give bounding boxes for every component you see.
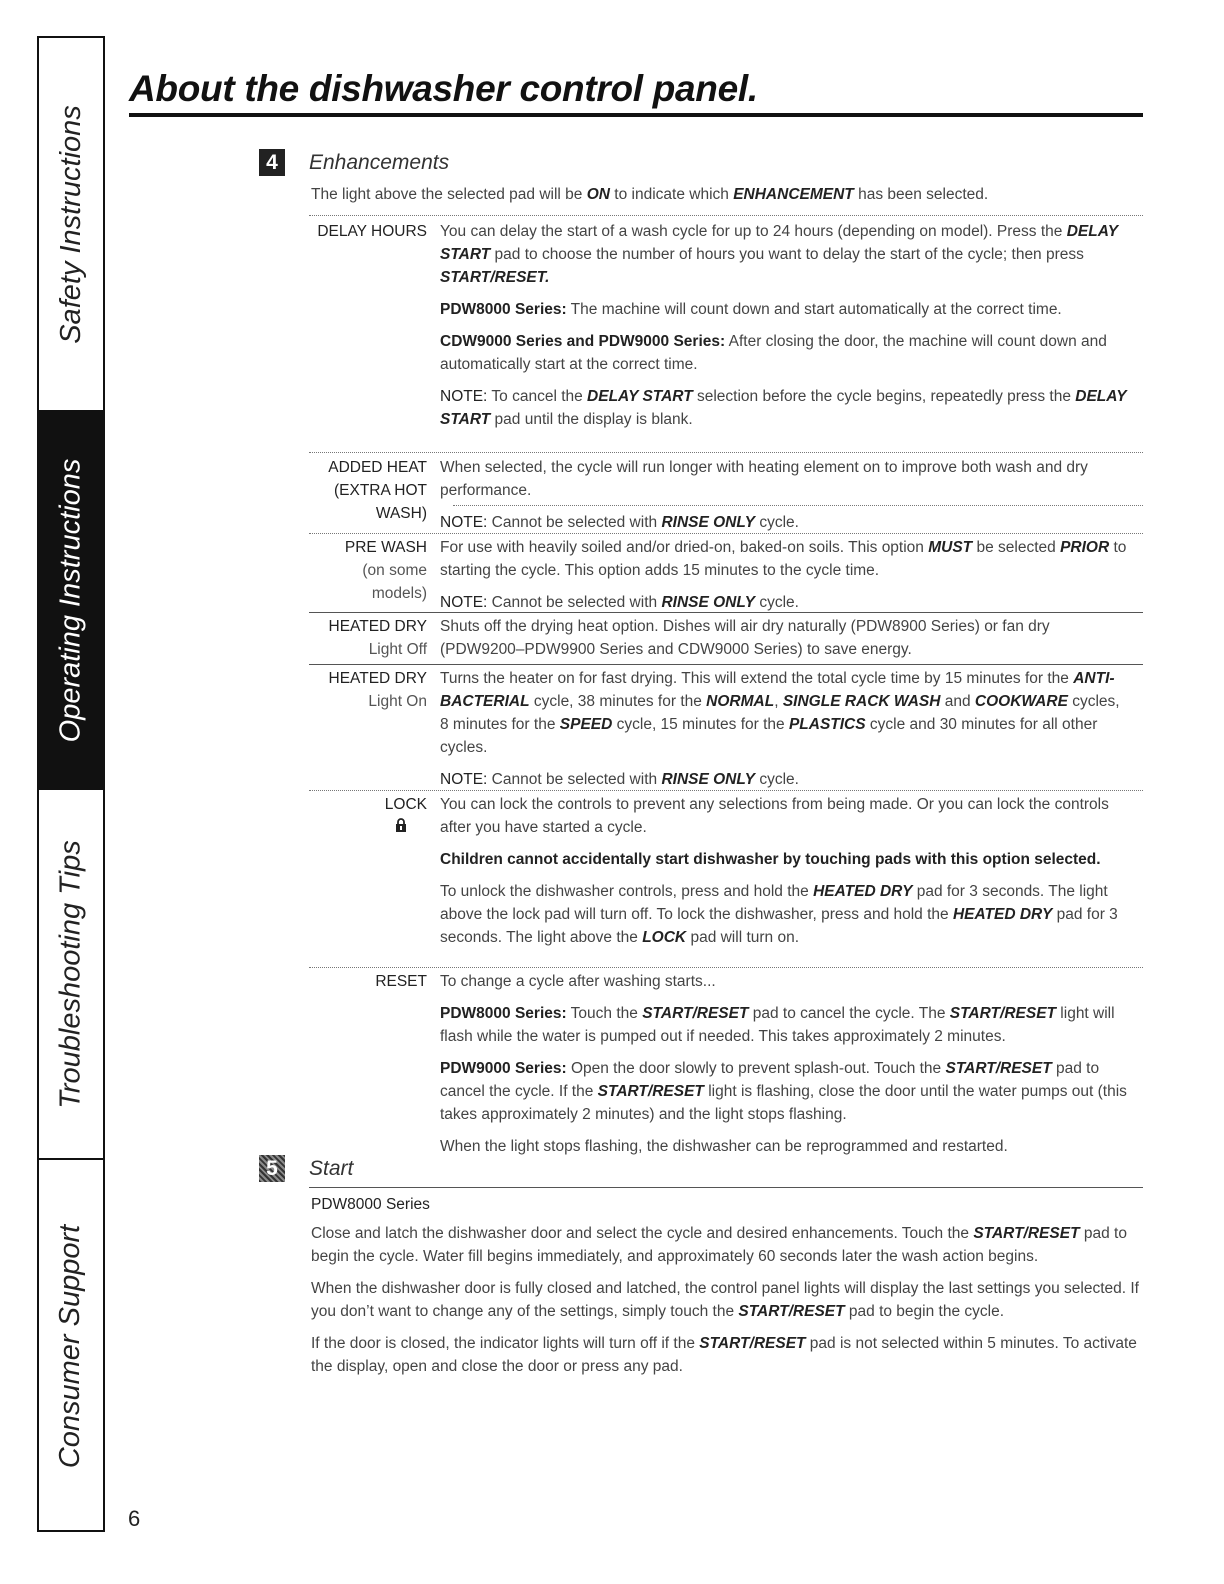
body-text: cycle. [755, 771, 799, 788]
body-text: Open the door slowly to prevent splash-out. Touch the [566, 1060, 946, 1077]
title-divider [129, 113, 1143, 117]
page-number: 6 [128, 1506, 141, 1531]
paragraph [440, 1057, 1130, 1126]
emphasis-text: RINSE ONLY [661, 771, 756, 788]
paragraph [440, 385, 1130, 431]
section-title: Start [309, 1156, 354, 1180]
emphasis-text: ON [586, 186, 610, 203]
section-number-badge: 5 [259, 1155, 285, 1182]
body-text: Close and latch the dishwasher door and select the cycle and desired enhancements. Touch the [311, 1225, 974, 1242]
emphasis-text: START/RESET [945, 1060, 1052, 1077]
divider [309, 452, 1143, 453]
tab-label: Safety Instructions [54, 104, 87, 344]
tab-consumer-support[interactable] [39, 1160, 103, 1532]
emphasis-text: PRIOR [1060, 539, 1110, 556]
paragraph [440, 768, 1130, 791]
body-text: Touch the [566, 1005, 643, 1022]
enhancement-delay-hours [309, 220, 1143, 431]
body-text: If the door is closed, the indicator lights will turn off if the [311, 1335, 700, 1352]
start-body [311, 1193, 1141, 1378]
enhancements-heading [259, 149, 449, 176]
body-text: Turns the heater on for fast drying. This will extend the total cycle time by 15 minutes for the [440, 670, 1074, 687]
enhancement-heated-dry-off [309, 615, 1143, 661]
bold-text: PDW8000 Series: [440, 301, 567, 318]
tab-operating-instructions[interactable] [39, 412, 103, 790]
enhancement-added-heat [309, 456, 1143, 534]
emphasis-text: ENHANCEMENT [733, 186, 854, 203]
body-text: Cannot be selected with [487, 594, 662, 611]
bold-text: CDW9000 Series and PDW9000 Series: [440, 333, 726, 350]
start-heading [259, 1155, 353, 1182]
note-label: NOTE: [440, 388, 488, 405]
enhancement-sublabel: Light On [368, 693, 427, 710]
divider [309, 664, 1143, 665]
emphasis-text: START/RESET [949, 1005, 1056, 1022]
divider [309, 1187, 1143, 1188]
emphasis-text: START/RESET [642, 1005, 749, 1022]
emphasis-text: SINGLE RACK WASH [782, 693, 941, 710]
body-text: You can delay the start of a wash cycle for up to 24 hours (depending on model). Press the [440, 223, 1067, 240]
paragraph [440, 848, 1130, 871]
enhancement-lock [309, 793, 1143, 949]
enhancement-label: RESET [375, 973, 427, 990]
paragraph [311, 1332, 1141, 1378]
enhancement-sublabel: Light Off [368, 641, 427, 658]
paragraph [440, 880, 1130, 949]
body-text: Cannot be selected with [487, 771, 662, 788]
body-text: When the dishwasher door is fully closed and latched, the control panel lights will display the last settings you selected. If you don’t want to change any of the settings, simply touch the [311, 1280, 1139, 1320]
divider [309, 967, 1143, 968]
body-text: light is flashing, close the door until the water pumps out (this takes approximately 2 minutes) and the light stops flashing. [440, 1083, 1127, 1123]
body-text: pad to begin the cycle. [844, 1303, 1005, 1320]
enhancement-label: HEATED DRY [328, 618, 427, 635]
enhancement-pre-wash [309, 536, 1143, 614]
body-text: and [940, 693, 975, 710]
enhancement-description [440, 667, 1130, 791]
paragraph [440, 667, 1130, 759]
body-text: cycle. [755, 594, 799, 611]
divider [309, 612, 1143, 613]
note-label: NOTE: [440, 514, 488, 531]
paragraph [440, 793, 1130, 839]
emphasis-text: NORMAL [706, 693, 775, 710]
body-text: The light above the selected pad will be [311, 186, 587, 203]
paragraph [440, 220, 1130, 289]
tab-label: Operating Instructions [54, 458, 87, 742]
enhancement-heated-dry-on [309, 667, 1143, 791]
body-text: To unlock the dishwasher controls, press and hold the [440, 883, 814, 900]
section-title: Enhancements [309, 150, 450, 174]
enhancements-intro [311, 183, 1141, 206]
emphasis-text: LOCK [642, 929, 687, 946]
tab-troubleshooting-tips[interactable] [39, 790, 103, 1160]
paragraph [440, 970, 1130, 993]
body-text: be selected [972, 539, 1061, 556]
tab-safety-instructions[interactable] [39, 38, 103, 412]
enhancement-description [440, 970, 1130, 1158]
body-text: cycle, 15 minutes for the [612, 716, 789, 733]
emphasis-text: ANTI-BACTERIAL [440, 670, 1115, 710]
enhancement-label: LOCK [384, 796, 427, 813]
divider [309, 533, 1143, 534]
section-number-badge: 4 [259, 149, 285, 176]
paragraph [440, 456, 1130, 502]
paragraph [311, 1277, 1141, 1323]
body-text: You can lock the controls to prevent any selections from being made. Or you can lock the controls after you have started a cycle. [440, 796, 1109, 836]
body-text: Cannot be selected with [487, 514, 662, 531]
body-text: To cancel the [487, 388, 588, 405]
body-text: cycle and 30 minutes for all other cycles. [440, 716, 1098, 756]
divider [309, 790, 1143, 791]
enhancement-label: DELAY HOURS [317, 223, 427, 240]
body-text: has been selected. [853, 186, 989, 203]
emphasis-text: HEATED DRY [813, 883, 913, 900]
enhancement-description [440, 793, 1130, 949]
paragraph [440, 615, 1130, 661]
section-tab-bar [37, 36, 105, 1532]
body-text: Shuts off the drying heat option. Dishes will air dry naturally (PDW8900 Series) or fan dry (PDW9200–PDW9900 Series and CDW9000 Series) to save energy. [440, 618, 1050, 658]
emphasis-text: START/RESET [699, 1335, 806, 1352]
paragraph [440, 591, 1130, 614]
paragraph [440, 330, 1130, 376]
note-label: NOTE: [440, 771, 488, 788]
paragraph [440, 1135, 1130, 1158]
body-text: to starting the cycle. This option adds 15 minutes to the cycle time. [440, 539, 1127, 579]
enhancement-description [440, 220, 1130, 431]
enhancement-description [440, 615, 1130, 661]
body-text: , [774, 693, 783, 710]
emphasis-text: PLASTICS [788, 716, 866, 733]
emphasis-text: START/RESET [738, 1303, 845, 1320]
emphasis-text: SPEED [559, 716, 613, 733]
paragraph [440, 536, 1130, 582]
body-text: The machine will count down and start automatically at the correct time. [566, 301, 1062, 318]
body-text: cycle. [755, 514, 799, 531]
paragraph [440, 1002, 1130, 1048]
emphasis-text: HEATED DRY [952, 906, 1053, 923]
start-subtitle: PDW8000 Series [311, 1196, 430, 1213]
tab-label: Troubleshooting Tips [54, 839, 87, 1109]
bold-text: PDW9000 Series: [440, 1060, 567, 1077]
note-label: NOTE: [440, 594, 488, 611]
paragraph [440, 298, 1130, 321]
body-text: pad will turn on. [686, 929, 800, 946]
tab-label: Consumer Support [54, 1224, 87, 1468]
divider [453, 505, 1143, 506]
lock-icon [395, 818, 407, 832]
emphasis-text: MUST [928, 539, 973, 556]
body-text: pad to cancel the cycle. The [748, 1005, 950, 1022]
enhancement-sublabel: (on some models) [362, 562, 427, 602]
body-text: to indicate which [609, 186, 734, 203]
body-text: pad for 3 seconds. The light above the lock pad will turn off. To lock the dishwasher, press and hold the [440, 883, 1108, 923]
body-text: light will flash while the water is pumped out if needed. This takes approximately 2 minutes. [440, 1005, 1115, 1045]
enhancement-label: HEATED DRY [328, 670, 427, 687]
body-text: selection before the cycle begins, repeatedly press the [692, 388, 1076, 405]
body-text: To change a cycle after washing starts... [440, 973, 716, 990]
enhancement-label: PRE WASH [344, 539, 427, 556]
enhancement-label: ADDED HEAT [328, 459, 427, 476]
emphasis-text: RINSE ONLY [661, 514, 756, 531]
emphasis-text: COOKWARE [974, 693, 1068, 710]
emphasis-text: DELAY START [440, 223, 1118, 263]
body-text: For use with heavily soiled and/or dried-on, baked-on soils. This option [440, 539, 929, 556]
emphasis-text: START/RESET. [440, 269, 550, 286]
body-text: pad to choose the number of hours you want to delay the start of the cycle; then press [490, 246, 1084, 263]
body-text: pad is not selected within 5 minutes. To activate the display, open and close the door or press any pad. [311, 1335, 1137, 1375]
start-description [311, 1222, 1141, 1378]
body-text: cycles, 8 minutes for the [440, 693, 1120, 733]
bold-text: Children cannot accidentally start dishwasher by touching pads with this option selected. [440, 851, 1101, 868]
page-title: About the dishwasher control panel. [129, 68, 758, 109]
body-text: After closing the door, the machine will count down and automatically start at the correct time. [440, 333, 1107, 373]
emphasis-text: DELAY START [440, 388, 1127, 428]
emphasis-text: DELAY START [587, 388, 693, 405]
enhancement-description [440, 536, 1130, 614]
body-text: pad until the display is blank. [490, 411, 693, 428]
emphasis-text: START/RESET [973, 1225, 1080, 1242]
enhancement-sublabel: (EXTRA HOT WASH) [333, 482, 427, 522]
body-text: When selected, the cycle will run longer with heating element on to improve both wash and dry performance. [440, 459, 1088, 499]
body-text: cycle, 38 minutes for the [529, 693, 707, 710]
emphasis-text: START/RESET [597, 1083, 704, 1100]
divider [309, 215, 1143, 216]
enhancement-description [440, 456, 1130, 534]
body-text: pad to cancel the cycle. If the [440, 1060, 1100, 1100]
emphasis-text: RINSE ONLY [661, 594, 756, 611]
body-text: pad for 3 seconds. The light above the [440, 906, 1118, 946]
body-text: When the light stops flashing, the dishwasher can be reprogrammed and restarted. [440, 1138, 1008, 1155]
paragraph [311, 1222, 1141, 1268]
body-text: pad to begin the cycle. Water fill begins immediately, and approximately 60 seconds later the wash action begins. [311, 1225, 1127, 1265]
bold-text: PDW8000 Series: [440, 1005, 567, 1022]
paragraph [440, 511, 1130, 534]
enhancement-reset [309, 970, 1143, 1158]
